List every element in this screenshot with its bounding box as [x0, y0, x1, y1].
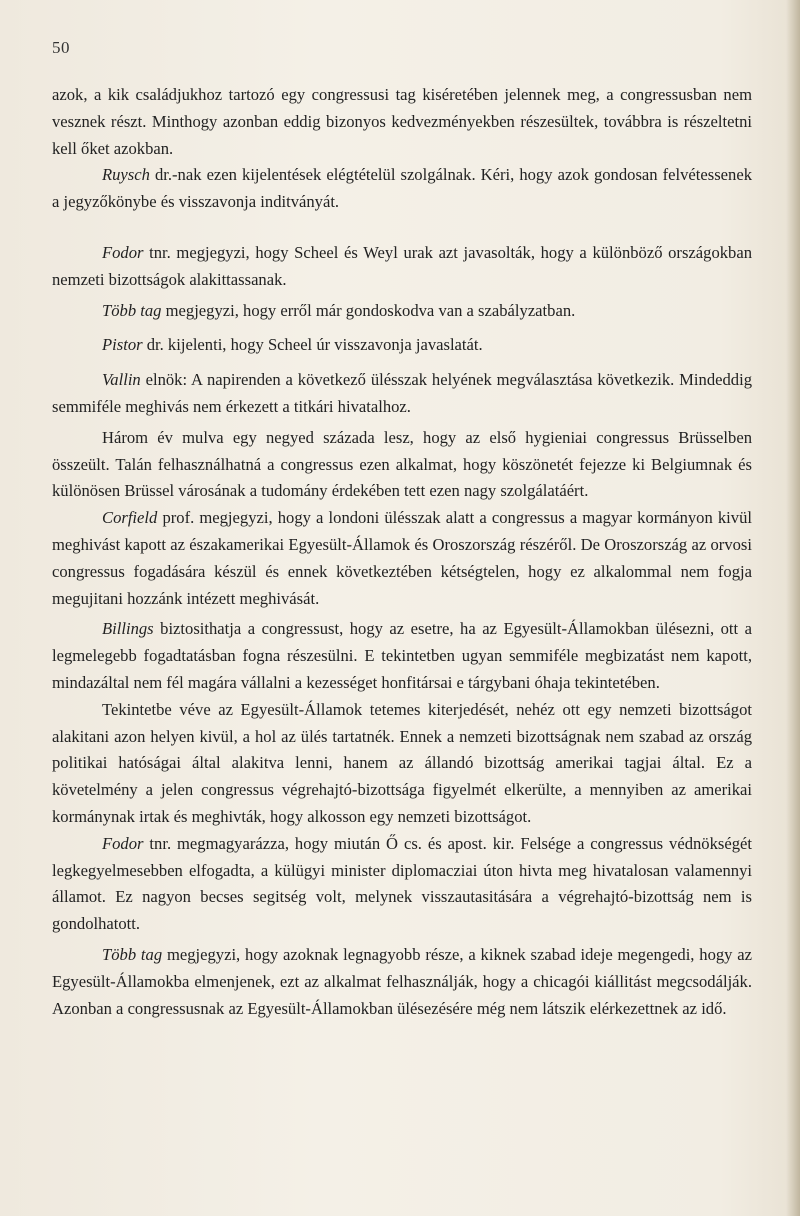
paragraph-11: Fodor tnr. megmagyarázza, hogy miután Ő cs. és apost. kir. Felsége a congressus védnökségét legkegyelmesebben elfogadta, a külügyi minister diplomacziai úton hivta meg hivatalosan valamennyi államot. Ez nagyon becses segitség volt, melynek visszautasitására a végrehajtó-bizottság nem is gondolhatott. — [52, 833, 752, 934]
speaker-name: Billings — [102, 619, 154, 639]
paragraph-4: Több tag megjegyzi, hogy erről már gondoskodva van a szabályzatban. — [102, 300, 576, 320]
speaker-name: Pistor — [102, 335, 143, 355]
page-number: 50 — [52, 38, 70, 57]
speaker-name: Vallin — [102, 370, 141, 390]
paragraph-6: Vallin elnök: A napirenden a következő ülésszak helyének megválasztása következik. Mindeddig semmiféle meghivás nem érkezett a titkári hivatalhoz. — [52, 370, 752, 416]
page-edge-shadow — [786, 0, 800, 1216]
speaker-name: Több tag — [102, 944, 163, 964]
page-body — [52, 82, 752, 1022]
paragraph-2: Ruysch dr.-nak ezen kijelentések elégtételül szolgálnak. Kéri, hogy azok gondosan felvétessenek a jegyzőkönybe és visszavonja inditványát. — [52, 165, 752, 212]
speaker-name: Fodor — [102, 833, 144, 853]
paragraph-9: Billings biztosithatja a congressust, hogy az esetre, ha az Egyesült-Államokban ülésezni, ott a legmelegebb fogadtatásban fogna részesülni. E tekintetben ugyan semmiféle megbizatást nem kapott, mindazáltal nem fél magára vállalni a kezességet honfitársai e tárgybani óhaja tekintetében. — [52, 619, 752, 692]
paragraph-10: Tekintetbe véve az Egyesült-Államok tetemes kiterjedését, nehéz ott egy nemzeti bizottságot alakitani azon helyen kivül, a hol az ülés tartatnék. Ennek a nemzeti bizottságnak nem szabad az ország politikai hatóságai által alakitva lenni, hanem az állandó bizottság amerikai tagjai által. Ez a követelmény a jelen congressus végrehajtó-bizottsága figyelmét elkerülte, a mennyiben az amerikai kormánynak irtak és meghivták, hogy alkosson egy nemzeti bizottságot. — [52, 699, 752, 826]
speaker-name: Több tag — [102, 300, 162, 320]
paragraph-12: Több tag megjegyzi, hogy azoknak legnagyobb része, a kiknek szabad ideje megengedi, hogy az Egyesült-Államokba elmenjenek, ezt az alkalmat felhasználják, hogy a chicagói kiállitást megcsodálják. Azonban a congressusnak az Egyesült-Államokban ülésezésére még nem látszik elérkezettnek az idő. — [52, 944, 752, 1018]
paragraph-8: Corfield prof. megjegyzi, hogy a londoni ülésszak alatt a congressus a magyar kormányon kivül meghivást kapott az északamerikai Egyesült-Államok és Oroszország részéről. De Oroszország az orvosi congressus fogadására készül és ennek következtében kétségtelen, hogy ez alkalommal nem fogja megujitani hozzánk intézett meghivását. — [52, 508, 752, 608]
paragraph-1: azok, a kik családjukhoz tartozó egy congressusi tag kiséretében jelennek meg, a congressusban nem vesznek részt. Minthogy azonban eddig bizonyos kedvezményekben részesültek, továbbra is részeltetni kell őket azokban. — [52, 85, 752, 158]
paragraph-5: Pistor dr. kijelenti, hogy Scheel úr visszavonja javaslatát. — [102, 335, 483, 355]
speaker-name: Corfield — [102, 508, 158, 528]
speaker-name: Fodor — [102, 242, 144, 262]
speaker-name: Ruysch — [102, 165, 150, 185]
paragraph-3: Fodor tnr. megjegyzi, hogy Scheel és Weyl urak azt javasolták, hogy a különböző országokban nemzeti bizottságok alakittassanak. — [52, 242, 752, 289]
paragraph-7: Három év mulva egy negyed százada lesz, hogy az első hygieniai congressus Brüsselben összeült. Talán felhasználhatná a congressus ezen alkalmat, hogy köszönetét fejezze ki Belgiumnak és különösen Brüssel városának a tudomány érdekében tett ezen nagy szolgálatáért. — [52, 427, 752, 501]
